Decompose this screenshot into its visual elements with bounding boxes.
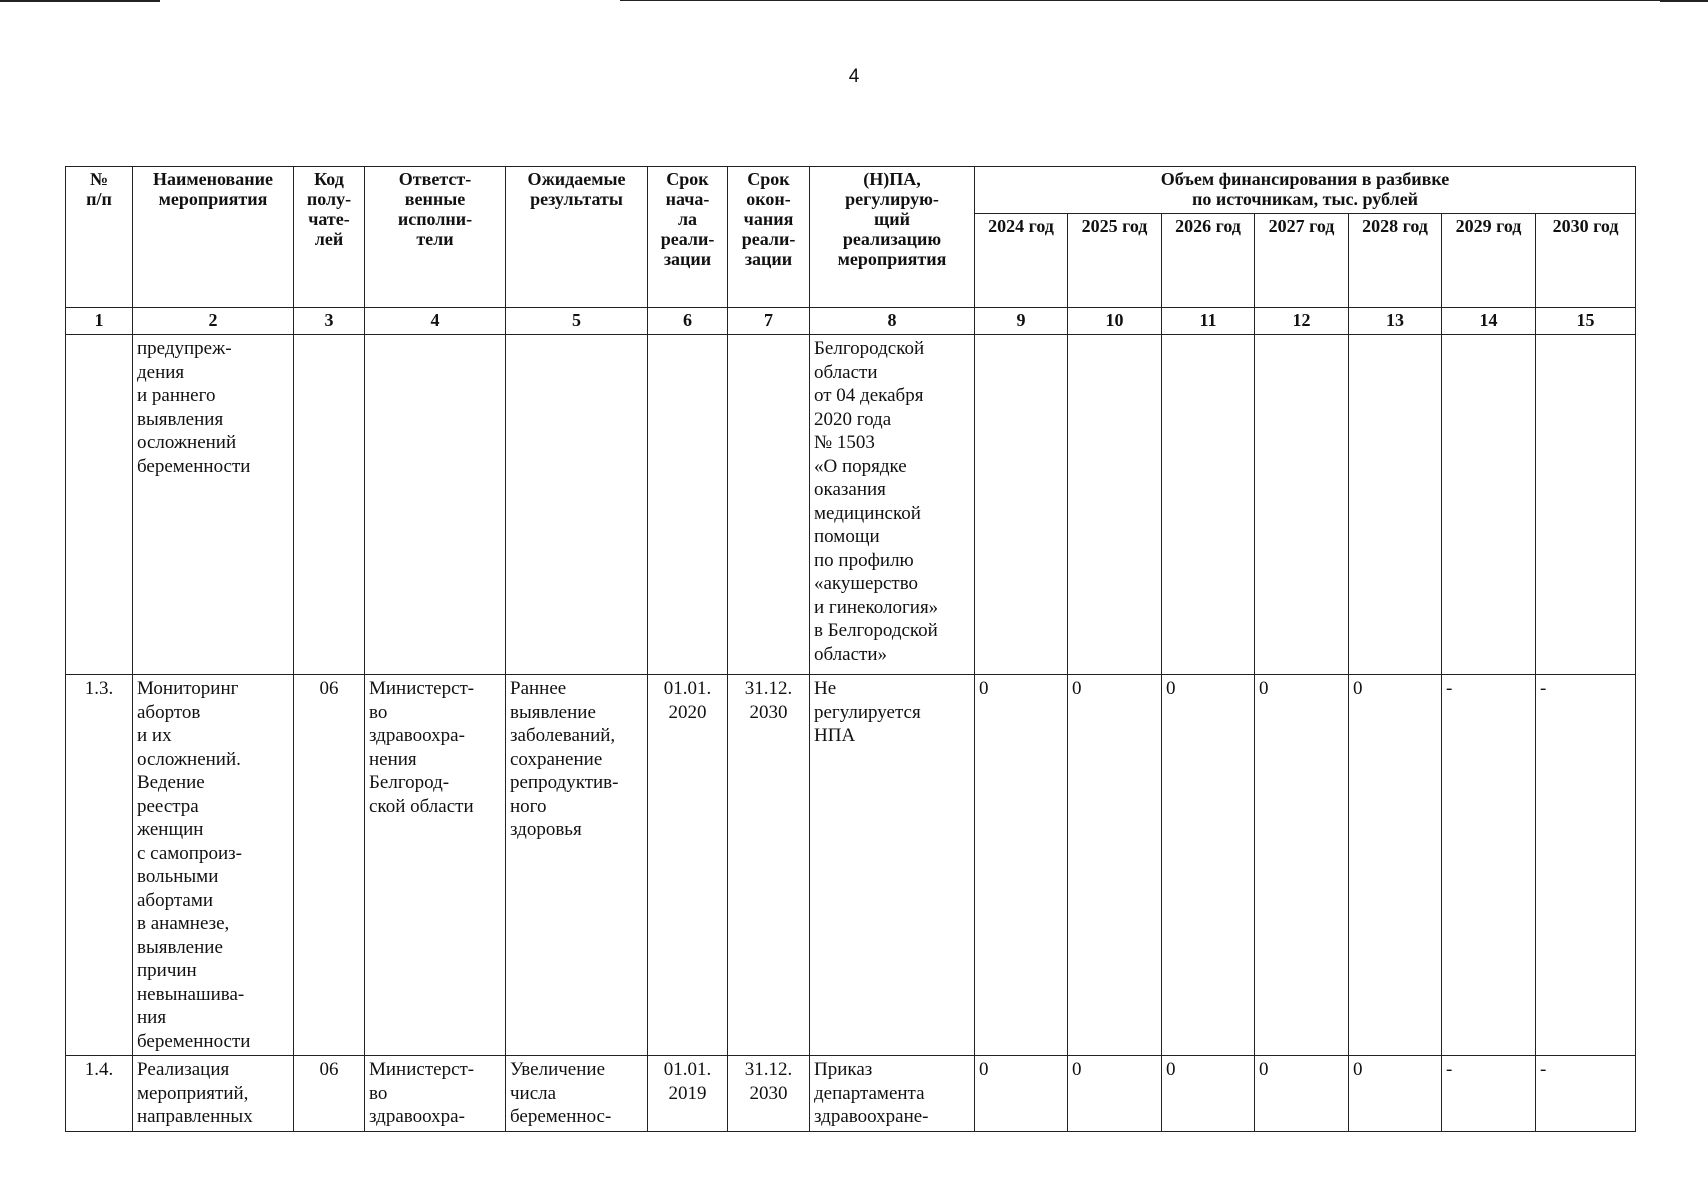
header-year-2025: 2025 год	[1068, 214, 1162, 308]
row-number: 1.3.	[66, 675, 133, 1056]
column-number: 1	[66, 308, 133, 335]
header-year-2029: 2029 год	[1442, 214, 1536, 308]
start-date	[648, 335, 728, 675]
header-year-2027: 2027 год	[1255, 214, 1349, 308]
activity-name: предупреж- дения и раннего выявления осложнений беременности	[133, 335, 294, 675]
column-number: 2	[133, 308, 294, 335]
header-start: Срок нача- ла реали- зации	[648, 167, 728, 308]
header-year-2028: 2028 год	[1349, 214, 1442, 308]
column-number: 4	[365, 308, 506, 335]
activities-table	[65, 166, 1636, 1132]
header-code: Код полу- чате- лей	[294, 167, 365, 308]
funding-2025	[1068, 335, 1162, 675]
funding-2024: 0	[975, 675, 1068, 1056]
funding-2029	[1442, 335, 1536, 675]
column-number: 10	[1068, 308, 1162, 335]
top-edge-line-left	[0, 0, 160, 2]
column-number: 7	[728, 308, 810, 335]
executors: Министерст- во здравоохра- нения Белгород- ской области	[365, 675, 506, 1056]
column-number: 14	[1442, 308, 1536, 335]
header-funding: Объем финансирования в разбивке по источникам, тыс. рублей	[975, 167, 1636, 214]
header-npa: (Н)ПА, регулирую- щий реализацию мероприятия	[810, 167, 975, 308]
funding-2024	[975, 335, 1068, 675]
regulating-act: Приказ департамента здравоохране-	[810, 1056, 975, 1132]
header-num: № п/п	[66, 167, 133, 308]
funding-2030: -	[1536, 675, 1636, 1056]
funding-2026	[1162, 335, 1255, 675]
table-row	[66, 335, 1636, 675]
column-number: 15	[1536, 308, 1636, 335]
funding-2030	[1536, 335, 1636, 675]
activity-name: Реализация мероприятий, направленных	[133, 1056, 294, 1132]
column-number: 3	[294, 308, 365, 335]
header-year-2024: 2024 год	[975, 214, 1068, 308]
column-number: 9	[975, 308, 1068, 335]
column-number: 11	[1162, 308, 1255, 335]
funding-2029: -	[1442, 1056, 1536, 1132]
header-results: Ожидаемые результаты	[506, 167, 648, 308]
regulating-act: Белгородской области от 04 декабря 2020 года № 1503 «О порядке оказания медицинской помощи по профилю «акушерство и гинекология» в Белгородской области»	[810, 335, 975, 675]
funding-2027: 0	[1255, 1056, 1349, 1132]
end-date	[728, 335, 810, 675]
start-date: 01.01. 2019	[648, 1056, 728, 1132]
row-number	[66, 335, 133, 675]
page-number: 4	[848, 66, 860, 87]
funding-2028: 0	[1349, 1056, 1442, 1132]
executors	[365, 335, 506, 675]
regulating-act: Не регулируется НПА	[810, 675, 975, 1056]
funding-2025: 0	[1068, 675, 1162, 1056]
column-number: 8	[810, 308, 975, 335]
start-date: 01.01. 2020	[648, 675, 728, 1056]
funding-2026: 0	[1162, 675, 1255, 1056]
funding-2025: 0	[1068, 1056, 1162, 1132]
executors: Министерст- во здравоохра-	[365, 1056, 506, 1132]
funding-2030: -	[1536, 1056, 1636, 1132]
funding-2027: 0	[1255, 675, 1349, 1056]
recipient-code: 06	[294, 1056, 365, 1132]
expected-results: Увеличение числа беременнос-	[506, 1056, 648, 1132]
table-row	[66, 675, 1636, 1056]
column-number: 6	[648, 308, 728, 335]
header-executors: Ответст- венные исполни- тели	[365, 167, 506, 308]
expected-results	[506, 335, 648, 675]
header-year-2030: 2030 год	[1536, 214, 1636, 308]
recipient-code: 06	[294, 675, 365, 1056]
end-date: 31.12. 2030	[728, 675, 810, 1056]
funding-2029: -	[1442, 675, 1536, 1056]
column-number-row	[66, 308, 1636, 335]
header-name: Наименование мероприятия	[133, 167, 294, 308]
top-edge-line-right	[620, 0, 1708, 1]
top-edge-corner	[1660, 0, 1708, 2]
header-year-2026: 2026 год	[1162, 214, 1255, 308]
activity-name: Мониторинг абортов и их осложнений. Ведение реестра женщин с самопроиз- вольными абортами в анамнезе, выявление причин невынашива- ния беременности	[133, 675, 294, 1056]
funding-2028	[1349, 335, 1442, 675]
funding-2024: 0	[975, 1056, 1068, 1132]
column-number: 12	[1255, 308, 1349, 335]
funding-2026: 0	[1162, 1056, 1255, 1132]
row-number: 1.4.	[66, 1056, 133, 1132]
funding-2028: 0	[1349, 675, 1442, 1056]
recipient-code	[294, 335, 365, 675]
column-number: 5	[506, 308, 648, 335]
table-row	[66, 1056, 1636, 1132]
expected-results: Раннее выявление заболеваний, сохранение репродуктив- ного здоровья	[506, 675, 648, 1056]
column-number: 13	[1349, 308, 1442, 335]
header-end: Срок окон- чания реали- зации	[728, 167, 810, 308]
end-date: 31.12. 2030	[728, 1056, 810, 1132]
funding-2027	[1255, 335, 1349, 675]
